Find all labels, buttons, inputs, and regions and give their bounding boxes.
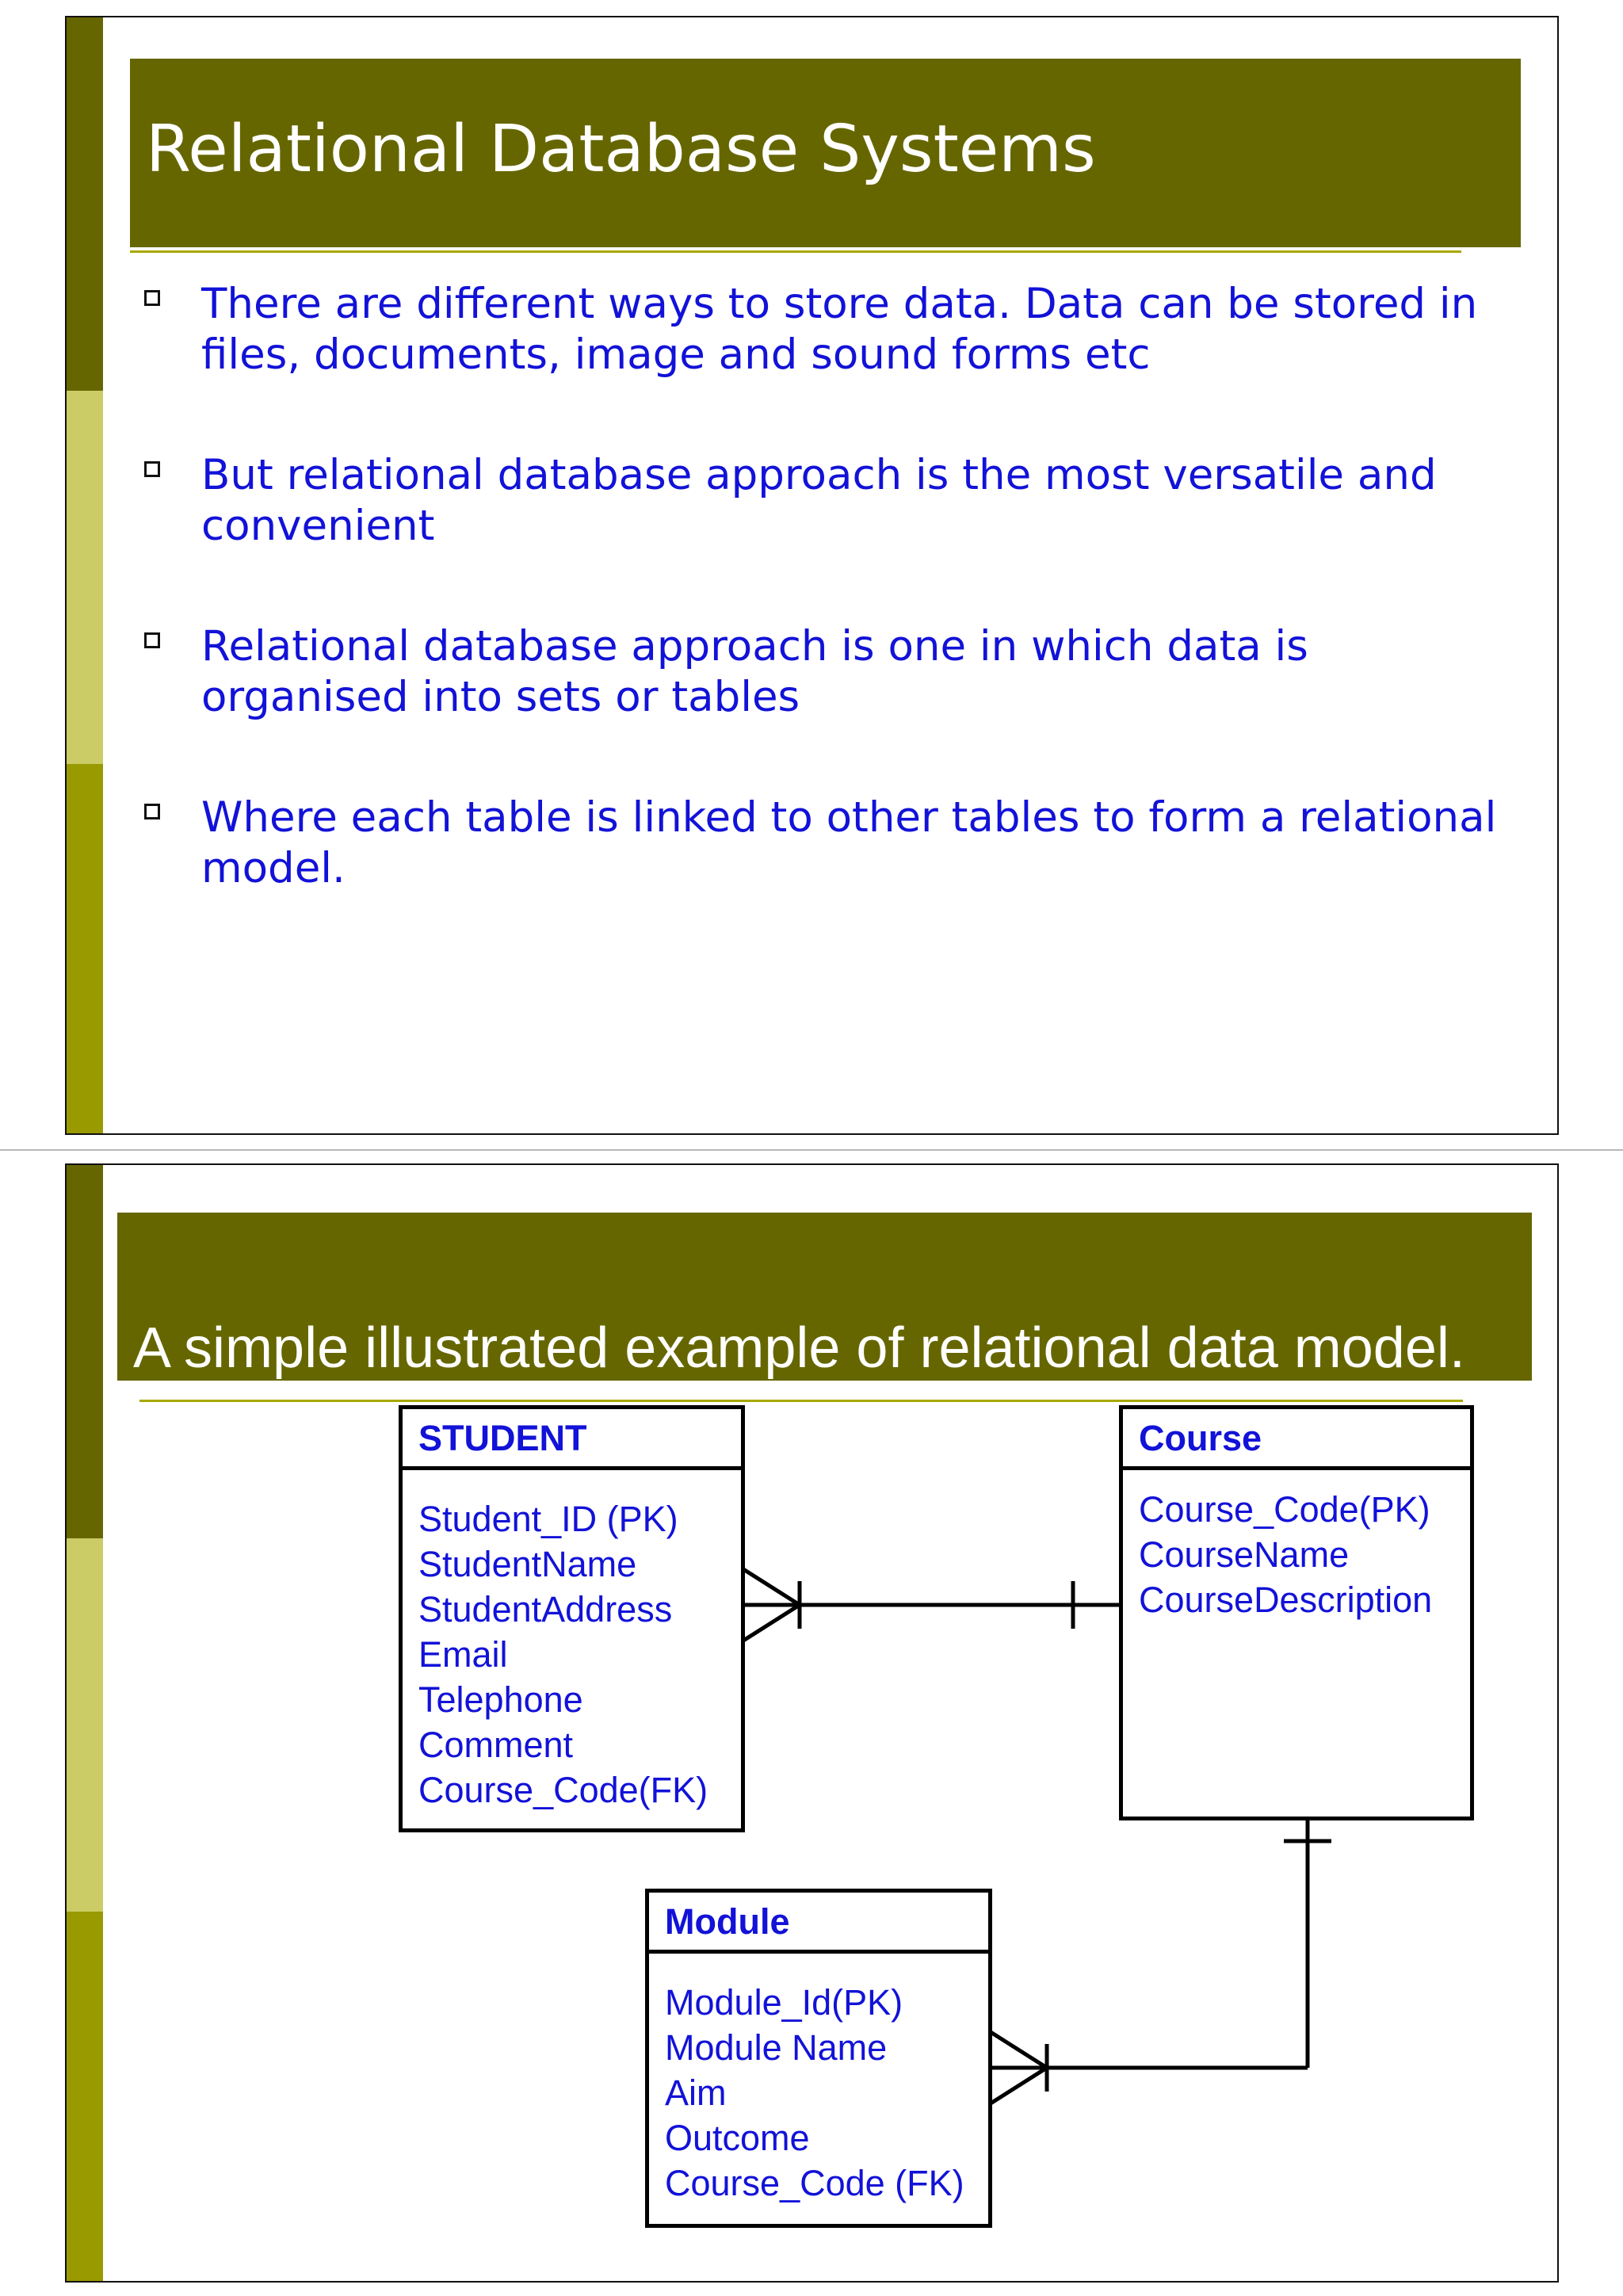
student-crowfoot-upper (743, 1569, 800, 1605)
slide-2 (65, 1163, 1559, 2283)
attribute: Student_ID (PK) (418, 1499, 678, 1539)
slide-1-title-rule (130, 250, 1461, 253)
attribute: Course_Code(PK) (1139, 1489, 1430, 1530)
attribute: Module Name (665, 2027, 888, 2068)
attribute: Course_Code (FK) (665, 2163, 964, 2203)
bullet-text-line: Where each table is linked to other tables to form a relational (201, 793, 1497, 842)
student-entity (399, 1405, 745, 1832)
square-bullet-icon (144, 804, 160, 819)
attribute: CourseName (1139, 1534, 1350, 1575)
slide-1-bullet-list (144, 279, 1571, 964)
attribute: Module_Id(PK) (665, 1982, 903, 2023)
bullet-text-line: model. (201, 844, 346, 892)
attribute: Email (418, 1634, 508, 1675)
square-bullet-icon (144, 632, 160, 648)
module-crowfoot-lower (991, 2068, 1047, 2103)
bullet-text-line: files, documents, image and sound forms etc (201, 330, 1151, 379)
slide-2-title: A simple illustrated example of relational data model. (133, 1316, 1465, 1380)
bullet-item (144, 279, 1571, 380)
bullet-text-line: Relational database approach is one in which data is (201, 622, 1308, 670)
module-entity-name: Module (665, 1901, 790, 1942)
attribute: CourseDescription (1139, 1580, 1433, 1620)
student-crowfoot-lower (743, 1605, 800, 1641)
slide-1-title: Relational Database Systems (146, 112, 1096, 187)
attribute: Outcome (665, 2118, 810, 2158)
bullet-text-line: There are different ways to store data. Data can be stored in (201, 280, 1478, 328)
attribute: Telephone (418, 1679, 583, 1720)
module-crowfoot-upper (991, 2032, 1047, 2068)
course-entity (1119, 1405, 1474, 1820)
bullet-item (144, 450, 1571, 552)
course-attribute-list (1139, 1487, 1432, 1622)
module-attribute-list (665, 1980, 964, 2206)
attribute: Comment (418, 1725, 574, 1765)
slide-1-sidebar (67, 17, 103, 1133)
slide-1-title-bar (130, 59, 1521, 247)
bullet-text-line: But relational database approach is the most versatile and (201, 451, 1437, 499)
attribute: StudentName (418, 1544, 637, 1584)
square-bullet-icon (144, 461, 160, 477)
bullet-text-line: organised into sets or tables (201, 673, 800, 721)
attribute: Aim (665, 2073, 727, 2113)
course-entity-name: Course (1139, 1418, 1262, 1458)
page-separator (0, 1149, 1623, 1151)
bullet-item (144, 793, 1571, 894)
student-attribute-list (418, 1496, 708, 1813)
bullet-text-line: convenient (201, 502, 435, 550)
bullet-item (144, 621, 1571, 723)
module-entity (645, 1889, 992, 2228)
student-entity-name: STUDENT (418, 1418, 587, 1458)
attribute: StudentAddress (418, 1589, 673, 1629)
square-bullet-icon (144, 290, 160, 306)
attribute: Course_Code(FK) (418, 1770, 708, 1810)
